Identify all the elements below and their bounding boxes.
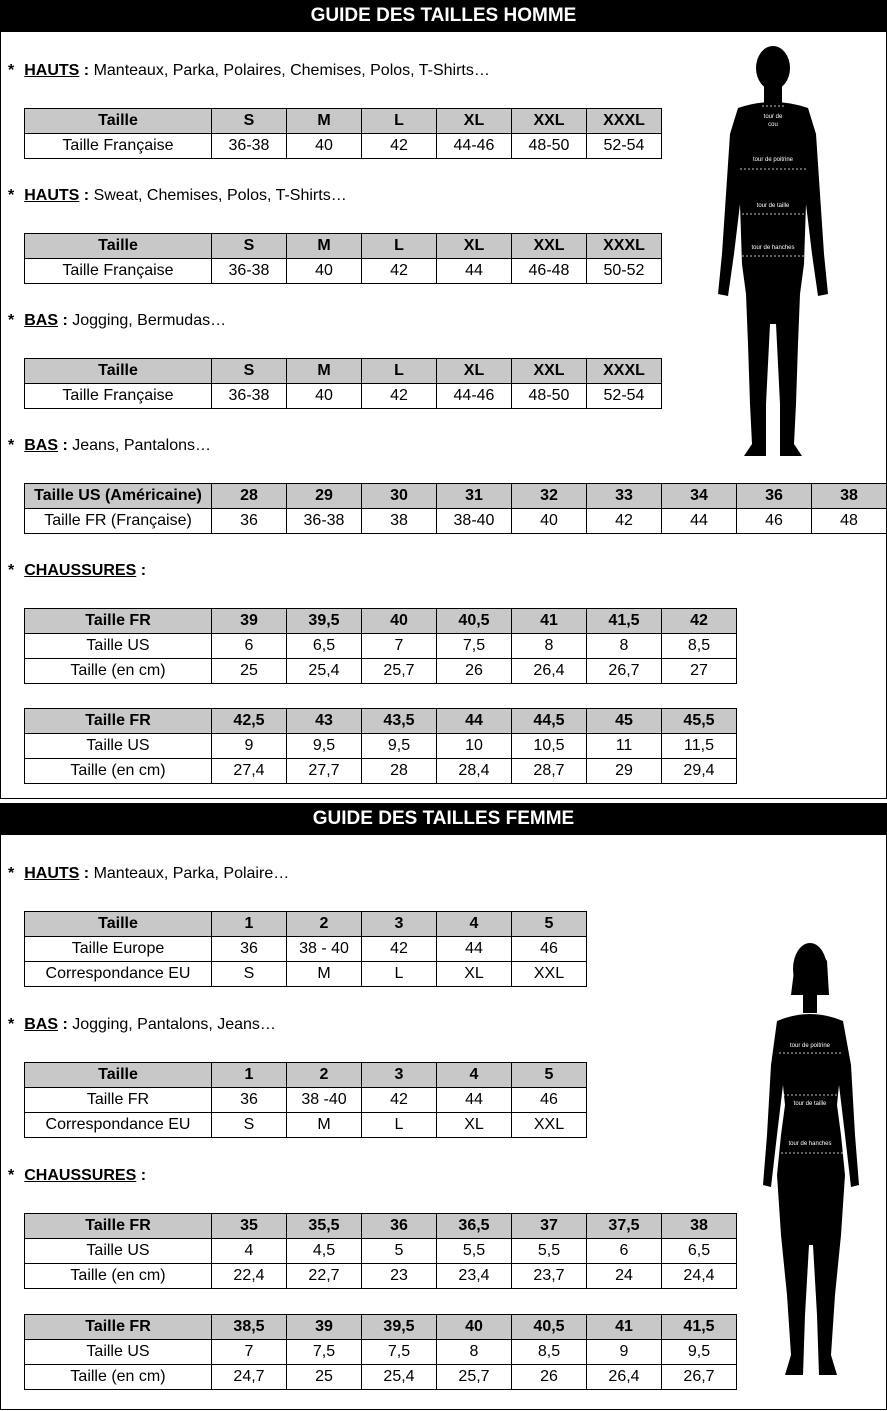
table-cell: S <box>212 962 287 987</box>
men-hauts1-table <box>24 108 662 159</box>
table-cell: 39,5 <box>287 609 362 634</box>
table-cell: 28 <box>362 759 437 784</box>
men-shoes-table-2 <box>24 708 737 784</box>
table-cell: 24 <box>587 1264 662 1289</box>
row-label-cell: Taille FR <box>25 1214 212 1239</box>
table-cell: 29 <box>287 484 362 509</box>
table-row <box>25 962 587 987</box>
row-label-cell: Taille (en cm) <box>25 659 212 684</box>
table-cell: 8 <box>437 1340 512 1365</box>
row-label-cell: Taille <box>25 1063 212 1088</box>
table-cell: 42,5 <box>212 709 287 734</box>
table-cell: 38 <box>362 509 437 534</box>
table-cell: 3 <box>362 912 437 937</box>
row-label-cell: Taille <box>25 234 212 259</box>
row-label-cell: Correspondance EU <box>25 962 212 987</box>
table-cell: XXL <box>512 234 587 259</box>
table-cell: 36-38 <box>212 384 287 409</box>
table-cell: M <box>287 234 362 259</box>
table-cell: 36,5 <box>437 1214 512 1239</box>
table-cell: 43 <box>287 709 362 734</box>
row-label-cell: Taille FR <box>25 709 212 734</box>
table-cell: 44-46 <box>437 134 512 159</box>
row-label-cell: Taille Europe <box>25 937 212 962</box>
table-header-row <box>25 1214 737 1239</box>
table-cell: L <box>362 234 437 259</box>
table-cell: 44-46 <box>437 384 512 409</box>
table-cell: 40 <box>287 384 362 409</box>
women-hauts-table <box>24 911 587 987</box>
table-cell: S <box>212 109 287 134</box>
table-cell: 44 <box>437 1088 512 1113</box>
row-label-cell: Taille Française <box>25 134 212 159</box>
table-row <box>25 384 662 409</box>
table-cell: 44 <box>437 937 512 962</box>
table-cell: 6,5 <box>662 1239 737 1264</box>
table-cell: 25 <box>212 659 287 684</box>
male-silhouette <box>708 44 838 464</box>
row-label-cell: Taille <box>25 109 212 134</box>
table-cell: 50-52 <box>587 259 662 284</box>
label-tour-de-poitrine: tour de poitrine <box>752 157 794 163</box>
row-label-cell: Taille FR <box>25 609 212 634</box>
men-hauts2-table <box>24 233 662 284</box>
table-cell: 7,5 <box>437 634 512 659</box>
table-cell: 27,7 <box>287 759 362 784</box>
table-cell: 28 <box>212 484 287 509</box>
table-cell: 26,7 <box>587 659 662 684</box>
table-cell: XL <box>437 962 512 987</box>
table-cell: 5 <box>362 1239 437 1264</box>
table-cell: 25,7 <box>362 659 437 684</box>
table-row <box>25 509 887 534</box>
table-cell: 26,4 <box>512 659 587 684</box>
table-cell: 38 <box>662 1214 737 1239</box>
table-cell: 26,4 <box>587 1365 662 1390</box>
women-chaussures-heading: * CHAUSSURES : <box>8 1167 147 1184</box>
table-cell: S <box>212 1113 287 1138</box>
label-tour-de-hanches: tour de hanches <box>751 245 795 251</box>
table-cell: 2 <box>287 1063 362 1088</box>
female-silhouette <box>755 935 865 1385</box>
table-cell: 42 <box>362 937 437 962</box>
men-bas1-table <box>24 358 662 409</box>
table-cell: 5 <box>512 1063 587 1088</box>
table-cell: 10 <box>437 734 512 759</box>
table-cell: 48 <box>812 509 887 534</box>
table-cell: 27,4 <box>212 759 287 784</box>
table-cell: 32 <box>512 484 587 509</box>
table-cell: 7,5 <box>362 1340 437 1365</box>
table-cell: 9,5 <box>287 734 362 759</box>
table-cell: 46 <box>512 937 587 962</box>
table-cell: 41,5 <box>587 609 662 634</box>
table-cell: 4,5 <box>287 1239 362 1264</box>
table-cell: 52-54 <box>587 134 662 159</box>
table-cell: 5 <box>512 912 587 937</box>
label-tour-de-hanches: tour de hanches <box>788 1141 832 1147</box>
table-cell: 22,4 <box>212 1264 287 1289</box>
table-cell: 29 <box>587 759 662 784</box>
table-cell: 4 <box>437 1063 512 1088</box>
row-label-cell: Taille US <box>25 1340 212 1365</box>
table-cell: 8 <box>512 634 587 659</box>
bullet-star: * <box>8 437 15 454</box>
table-row <box>25 1113 587 1138</box>
table-cell: 8,5 <box>662 634 737 659</box>
table-cell: 52-54 <box>587 384 662 409</box>
table-cell: 26,7 <box>662 1365 737 1390</box>
women-bas-heading: * BAS : Jogging, Pantalons, Jeans… <box>8 1016 276 1033</box>
table-cell: 7 <box>212 1340 287 1365</box>
table-cell: 36 <box>212 937 287 962</box>
table-row <box>25 937 587 962</box>
table-cell: XL <box>437 1113 512 1138</box>
row-label-cell: Taille US <box>25 734 212 759</box>
table-cell: 46 <box>737 509 812 534</box>
table-cell: XXXL <box>587 234 662 259</box>
table-cell: 39 <box>287 1315 362 1340</box>
table-cell: 3 <box>362 1063 437 1088</box>
table-cell: XL <box>437 109 512 134</box>
table-cell: 42 <box>362 1088 437 1113</box>
table-cell: XXL <box>512 109 587 134</box>
table-row <box>25 259 662 284</box>
table-cell: 11,5 <box>662 734 737 759</box>
table-cell: 6,5 <box>287 634 362 659</box>
table-row <box>25 1088 587 1113</box>
table-cell: S <box>212 234 287 259</box>
table-cell: 4 <box>212 1239 287 1264</box>
table-cell: 23 <box>362 1264 437 1289</box>
table-row <box>25 134 662 159</box>
table-cell: 45 <box>587 709 662 734</box>
men-guide-title: GUIDE DES TAILLES HOMME <box>0 0 887 32</box>
row-label-cell: Correspondance EU <box>25 1113 212 1138</box>
table-cell: 42 <box>662 609 737 634</box>
table-cell: 40 <box>437 1315 512 1340</box>
table-cell: 36 <box>212 1088 287 1113</box>
table-cell: M <box>287 962 362 987</box>
table-cell: 8 <box>587 634 662 659</box>
row-label-cell: Taille US (Américaine) <box>25 484 212 509</box>
table-cell: 9 <box>212 734 287 759</box>
table-cell: 48-50 <box>512 384 587 409</box>
table-cell: 37 <box>512 1214 587 1239</box>
table-row <box>25 1239 737 1264</box>
table-cell: 41 <box>512 609 587 634</box>
table-cell: XXL <box>512 1113 587 1138</box>
label-tour-de-cou-1: tour de <box>763 114 783 120</box>
table-row <box>25 1340 737 1365</box>
table-cell: 38,5 <box>212 1315 287 1340</box>
table-cell: 42 <box>362 134 437 159</box>
table-row <box>25 634 737 659</box>
table-cell: 44 <box>437 709 512 734</box>
table-cell: 48-50 <box>512 134 587 159</box>
table-cell: 33 <box>587 484 662 509</box>
table-cell: 36-38 <box>212 134 287 159</box>
table-cell: L <box>362 1113 437 1138</box>
row-label-cell: Taille US <box>25 634 212 659</box>
table-header-row <box>25 912 587 937</box>
table-cell: 26 <box>512 1365 587 1390</box>
table-cell: 5,5 <box>512 1239 587 1264</box>
table-cell: 27 <box>662 659 737 684</box>
label-tour-de-taille: tour de taille <box>756 203 790 209</box>
table-cell: 29,4 <box>662 759 737 784</box>
men-shoes-table-1 <box>24 608 737 684</box>
women-guide-title: GUIDE DES TAILLES FEMME <box>0 803 887 835</box>
table-cell: 41 <box>587 1315 662 1340</box>
women-shoes-table-2 <box>24 1314 737 1390</box>
table-header-row <box>25 484 887 509</box>
row-label-cell: Taille (en cm) <box>25 759 212 784</box>
table-cell: 44 <box>437 259 512 284</box>
table-cell: 9,5 <box>662 1340 737 1365</box>
table-cell: S <box>212 359 287 384</box>
row-label-cell: Taille Française <box>25 384 212 409</box>
row-label-cell: Taille (en cm) <box>25 1264 212 1289</box>
table-cell: XL <box>437 359 512 384</box>
table-cell: 1 <box>212 912 287 937</box>
table-cell: 28,7 <box>512 759 587 784</box>
table-cell: 7 <box>362 634 437 659</box>
table-cell: 40,5 <box>437 609 512 634</box>
table-cell: 40 <box>512 509 587 534</box>
table-cell: 28,4 <box>437 759 512 784</box>
table-header-row <box>25 1063 587 1088</box>
table-cell: 36 <box>737 484 812 509</box>
men-bas2-heading: * BAS : Jeans, Pantalons… <box>8 437 211 454</box>
table-cell: 25,4 <box>362 1365 437 1390</box>
table-cell: 41,5 <box>662 1315 737 1340</box>
table-cell: 9 <box>587 1340 662 1365</box>
table-cell: 42 <box>362 259 437 284</box>
table-cell: 24,4 <box>662 1264 737 1289</box>
table-row <box>25 1264 737 1289</box>
bullet-star: * <box>8 1016 15 1033</box>
bullet-star: * <box>8 187 15 204</box>
table-cell: L <box>362 109 437 134</box>
row-label-cell: Taille (en cm) <box>25 1365 212 1390</box>
table-cell: 6 <box>212 634 287 659</box>
table-cell: L <box>362 359 437 384</box>
table-cell: XXL <box>512 359 587 384</box>
bullet-star: * <box>8 562 15 579</box>
table-header-row <box>25 609 737 634</box>
table-cell: 36 <box>212 509 287 534</box>
table-cell: 22,7 <box>287 1264 362 1289</box>
table-cell: 11 <box>587 734 662 759</box>
table-cell: XXXL <box>587 109 662 134</box>
table-cell: 30 <box>362 484 437 509</box>
women-bas-table <box>24 1062 587 1138</box>
women-shoes-table-1 <box>24 1213 737 1289</box>
table-cell: M <box>287 359 362 384</box>
bullet-star: * <box>8 1167 15 1184</box>
table-cell: 40 <box>362 609 437 634</box>
table-cell: 44 <box>662 509 737 534</box>
bullet-star: * <box>8 62 15 79</box>
table-cell: 1 <box>212 1063 287 1088</box>
label-tour-de-taille: tour de taille <box>793 1101 827 1107</box>
table-row <box>25 759 737 784</box>
table-cell: 37,5 <box>587 1214 662 1239</box>
table-header-row <box>25 709 737 734</box>
table-cell: 4 <box>437 912 512 937</box>
table-cell: 35,5 <box>287 1214 362 1239</box>
row-label-cell: Taille FR <box>25 1088 212 1113</box>
table-cell: 35 <box>212 1214 287 1239</box>
bullet-star: * <box>8 312 15 329</box>
label-tour-de-poitrine: tour de poitrine <box>789 1043 831 1049</box>
row-label-cell: Taille FR <box>25 1315 212 1340</box>
table-cell: 7,5 <box>287 1340 362 1365</box>
table-cell: 2 <box>287 912 362 937</box>
table-header-row <box>25 1315 737 1340</box>
table-cell: 39 <box>212 609 287 634</box>
row-label-cell: Taille <box>25 912 212 937</box>
table-cell: XXL <box>512 962 587 987</box>
table-cell: 5,5 <box>437 1239 512 1264</box>
table-header-row <box>25 234 662 259</box>
table-cell: XL <box>437 234 512 259</box>
table-cell: 42 <box>587 509 662 534</box>
table-cell: L <box>362 962 437 987</box>
table-cell: 46-48 <box>512 259 587 284</box>
table-cell: 26 <box>437 659 512 684</box>
table-cell: 38 <box>812 484 887 509</box>
row-label-cell: Taille <box>25 359 212 384</box>
table-cell: 25,4 <box>287 659 362 684</box>
bullet-star: * <box>8 865 15 882</box>
men-bas2-table <box>24 483 887 534</box>
row-label-cell: Taille US <box>25 1239 212 1264</box>
table-cell: 43,5 <box>362 709 437 734</box>
men-bas1-heading: * BAS : Jogging, Bermudas… <box>8 312 227 329</box>
table-cell: 36-38 <box>212 259 287 284</box>
table-cell: 39,5 <box>362 1315 437 1340</box>
table-cell: 25 <box>287 1365 362 1390</box>
row-label-cell: Taille FR (Française) <box>25 509 212 534</box>
table-cell: 34 <box>662 484 737 509</box>
table-cell: 38 - 40 <box>287 937 362 962</box>
table-cell: 6 <box>587 1239 662 1264</box>
women-hauts-heading: * HAUTS : Manteaux, Parka, Polaire… <box>8 865 290 882</box>
table-cell: 23,7 <box>512 1264 587 1289</box>
table-cell: 46 <box>512 1088 587 1113</box>
table-cell: 44,5 <box>512 709 587 734</box>
label-tour-de-cou-2: cou <box>768 122 778 128</box>
table-header-row <box>25 109 662 134</box>
table-header-row <box>25 359 662 384</box>
table-cell: M <box>287 1113 362 1138</box>
table-cell: 40 <box>287 134 362 159</box>
table-row <box>25 1365 737 1390</box>
men-chaussures-heading: * CHAUSSURES : <box>8 562 147 579</box>
table-cell: 38 -40 <box>287 1088 362 1113</box>
table-cell: M <box>287 109 362 134</box>
table-cell: 45,5 <box>662 709 737 734</box>
row-label-cell: Taille Française <box>25 259 212 284</box>
table-cell: 24,7 <box>212 1365 287 1390</box>
table-cell: 36-38 <box>287 509 362 534</box>
table-cell: 10,5 <box>512 734 587 759</box>
table-cell: 40 <box>287 259 362 284</box>
table-cell: 23,4 <box>437 1264 512 1289</box>
men-hauts2-heading: * HAUTS : Sweat, Chemises, Polos, T-Shirts… <box>8 187 347 204</box>
table-row <box>25 659 737 684</box>
table-cell: 40,5 <box>512 1315 587 1340</box>
table-cell: 9,5 <box>362 734 437 759</box>
table-cell: 8,5 <box>512 1340 587 1365</box>
table-cell: 36 <box>362 1214 437 1239</box>
table-cell: 42 <box>362 384 437 409</box>
table-cell: 31 <box>437 484 512 509</box>
men-hauts1-heading: * HAUTS : Manteaux, Parka, Polaires, Chemises, Polos, T-Shirts… <box>8 62 490 79</box>
table-row <box>25 734 737 759</box>
table-cell: 38-40 <box>437 509 512 534</box>
table-cell: 25,7 <box>437 1365 512 1390</box>
table-cell: XXXL <box>587 359 662 384</box>
